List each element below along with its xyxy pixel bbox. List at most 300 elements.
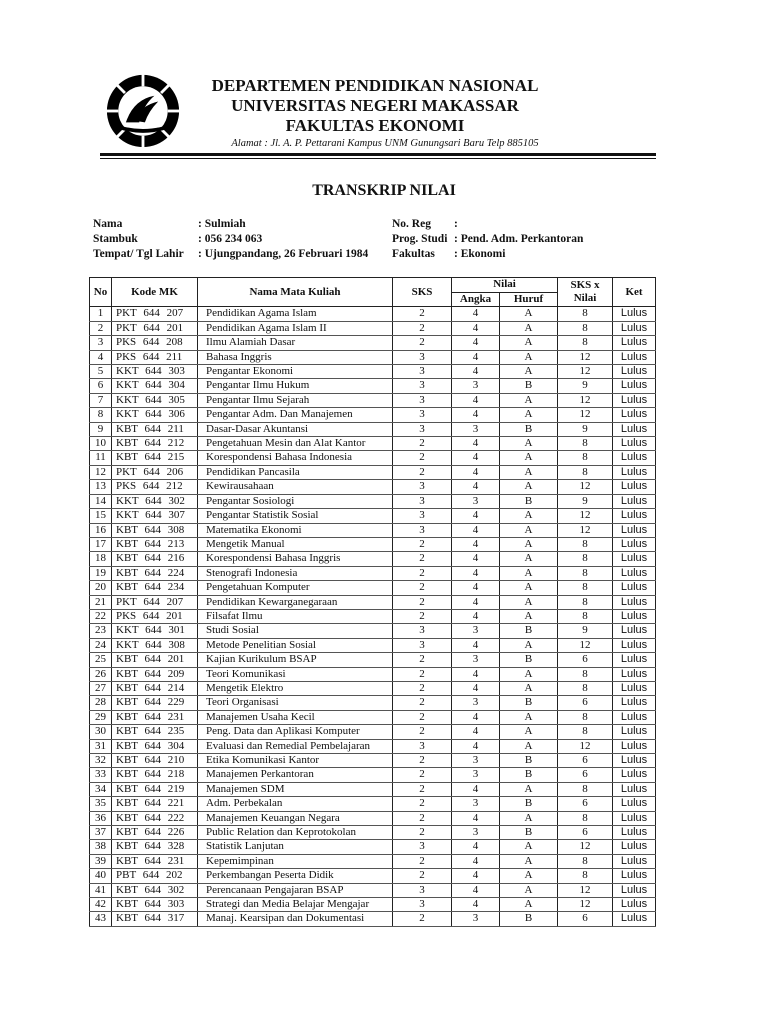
cell-nama: Etika Komunikasi Kantor	[198, 754, 393, 768]
table-row	[90, 811, 656, 825]
cell-no: 42	[90, 898, 112, 912]
cell-sks: 3	[393, 840, 452, 854]
cell-sksxnilai: 12	[558, 408, 613, 422]
cell-no: 7	[90, 393, 112, 407]
cell-no: 6	[90, 379, 112, 393]
cell-sksxnilai: 8	[558, 854, 613, 868]
cell-nama: Pengetahuan Mesin dan Alat Kantor	[198, 437, 393, 451]
cell-angka: 3	[452, 754, 500, 768]
cell-nama: Mengetik Manual	[198, 537, 393, 551]
cell-ket: Lulus	[613, 336, 656, 350]
cell-sksxnilai: 6	[558, 653, 613, 667]
transcript-body	[90, 307, 656, 926]
cell-sksxnilai: 8	[558, 667, 613, 681]
cell-sks: 2	[393, 552, 452, 566]
cell-angka: 4	[452, 465, 500, 479]
table-row	[90, 552, 656, 566]
cell-angka: 3	[452, 797, 500, 811]
cell-ket: Lulus	[613, 365, 656, 379]
cell-huruf: A	[500, 365, 558, 379]
info-label: Stambuk	[93, 233, 138, 245]
cell-kode: PKT 644 206	[112, 465, 198, 479]
cell-kode: KBT 644 302	[112, 883, 198, 897]
cell-sksxnilai: 6	[558, 797, 613, 811]
cell-sksxnilai: 12	[558, 883, 613, 897]
cell-huruf: A	[500, 638, 558, 652]
cell-sks: 3	[393, 494, 452, 508]
cell-sksxnilai: 9	[558, 494, 613, 508]
cell-angka: 4	[452, 566, 500, 580]
cell-angka: 4	[452, 523, 500, 537]
col-header-ket: Ket	[613, 278, 656, 307]
cell-kode: KBT 644 211	[112, 422, 198, 436]
cell-nama: Stenografi Indonesia	[198, 566, 393, 580]
cell-sks: 3	[393, 365, 452, 379]
cell-kode: KBT 644 234	[112, 581, 198, 595]
cell-sks: 2	[393, 797, 452, 811]
table-row	[90, 725, 656, 739]
cell-huruf: A	[500, 408, 558, 422]
cell-sks: 3	[393, 350, 452, 364]
cell-no: 8	[90, 408, 112, 422]
table-row	[90, 754, 656, 768]
cell-no: 4	[90, 350, 112, 364]
info-value: :	[454, 218, 458, 230]
cell-kode: KBT 644 304	[112, 739, 198, 753]
student-info-right	[392, 217, 583, 262]
cell-sksxnilai: 9	[558, 624, 613, 638]
cell-sksxnilai: 6	[558, 696, 613, 710]
cell-angka: 4	[452, 408, 500, 422]
table-row	[90, 912, 656, 926]
cell-no: 40	[90, 869, 112, 883]
cell-sks: 2	[393, 581, 452, 595]
cell-angka: 4	[452, 480, 500, 494]
cell-huruf: A	[500, 739, 558, 753]
cell-huruf: A	[500, 667, 558, 681]
cell-nama: Teori Komunikasi	[198, 667, 393, 681]
cell-nama: Pengantar Sosiologi	[198, 494, 393, 508]
cell-ket: Lulus	[613, 408, 656, 422]
cell-sks: 2	[393, 696, 452, 710]
cell-sks: 2	[393, 725, 452, 739]
cell-nama: Perkembangan Peserta Didik	[198, 869, 393, 883]
cell-sksxnilai: 8	[558, 465, 613, 479]
cell-kode: PKS 644 201	[112, 609, 198, 623]
cell-kode: KBT 644 221	[112, 797, 198, 811]
cell-no: 13	[90, 480, 112, 494]
cell-no: 22	[90, 609, 112, 623]
cell-no: 17	[90, 537, 112, 551]
cell-angka: 4	[452, 595, 500, 609]
header-text: Nilai	[573, 292, 597, 305]
cell-sksxnilai: 8	[558, 336, 613, 350]
col-header-kode: Kode MK	[112, 278, 198, 307]
cell-huruf: A	[500, 350, 558, 364]
cell-huruf: A	[500, 393, 558, 407]
cell-nama: Teori Organisasi	[198, 696, 393, 710]
cell-no: 34	[90, 782, 112, 796]
cell-no: 41	[90, 883, 112, 897]
cell-nama: Mengetik Elektro	[198, 681, 393, 695]
cell-kode: KBT 644 218	[112, 768, 198, 782]
cell-sks: 2	[393, 451, 452, 465]
cell-sksxnilai: 8	[558, 437, 613, 451]
cell-huruf: B	[500, 624, 558, 638]
cell-angka: 4	[452, 609, 500, 623]
cell-nama: Matematika Ekonomi	[198, 523, 393, 537]
cell-kode: PKT 644 201	[112, 321, 198, 335]
cell-ket: Lulus	[613, 595, 656, 609]
cell-sks: 2	[393, 595, 452, 609]
cell-sksxnilai: 8	[558, 552, 613, 566]
cell-huruf: A	[500, 609, 558, 623]
cell-ket: Lulus	[613, 782, 656, 796]
cell-angka: 4	[452, 782, 500, 796]
cell-angka: 4	[452, 710, 500, 724]
cell-no: 9	[90, 422, 112, 436]
cell-kode: KBT 644 201	[112, 653, 198, 667]
col-header-sksxnilai	[558, 278, 613, 307]
cell-ket: Lulus	[613, 537, 656, 551]
cell-nama: Public Relation dan Keprotokolan	[198, 826, 393, 840]
table-row	[90, 509, 656, 523]
cell-kode: KBT 644 224	[112, 566, 198, 580]
cell-kode: PKS 644 211	[112, 350, 198, 364]
info-value: : Pend. Adm. Perkantoran	[454, 233, 584, 245]
cell-huruf: A	[500, 537, 558, 551]
header-line-faculty: FAKULTAS EKONOMI	[285, 116, 465, 135]
cell-ket: Lulus	[613, 653, 656, 667]
cell-ket: Lulus	[613, 509, 656, 523]
cell-no: 21	[90, 595, 112, 609]
cell-no: 11	[90, 451, 112, 465]
col-header-huruf: Huruf	[500, 293, 558, 307]
cell-ket: Lulus	[613, 811, 656, 825]
cell-angka: 3	[452, 379, 500, 393]
cell-ket: Lulus	[613, 681, 656, 695]
cell-angka: 4	[452, 451, 500, 465]
cell-ket: Lulus	[613, 437, 656, 451]
header-text: SKS x	[570, 278, 600, 291]
table-row	[90, 840, 656, 854]
cell-no: 43	[90, 912, 112, 926]
cell-sksxnilai: 12	[558, 523, 613, 537]
cell-sksxnilai: 6	[558, 826, 613, 840]
cell-kode: KBT 644 209	[112, 667, 198, 681]
cell-huruf: A	[500, 509, 558, 523]
cell-kode: KBT 644 226	[112, 826, 198, 840]
cell-angka: 4	[452, 537, 500, 551]
cell-huruf: A	[500, 883, 558, 897]
cell-kode: KKT 644 304	[112, 379, 198, 393]
cell-sksxnilai: 12	[558, 480, 613, 494]
cell-sks: 2	[393, 782, 452, 796]
cell-huruf: B	[500, 422, 558, 436]
cell-sksxnilai: 8	[558, 595, 613, 609]
info-label: No. Reg	[392, 218, 431, 230]
cell-sks: 2	[393, 754, 452, 768]
cell-sks: 3	[393, 898, 452, 912]
table-row	[90, 321, 656, 335]
info-row-stambuk	[93, 232, 368, 247]
info-value: : 056 234 063	[198, 233, 263, 245]
table-row	[90, 710, 656, 724]
cell-no: 28	[90, 696, 112, 710]
cell-ket: Lulus	[613, 912, 656, 926]
cell-kode: KKT 644 305	[112, 393, 198, 407]
cell-kode: PBT 644 202	[112, 869, 198, 883]
cell-ket: Lulus	[613, 350, 656, 364]
cell-sks: 2	[393, 307, 452, 321]
cell-ket: Lulus	[613, 638, 656, 652]
cell-no: 5	[90, 365, 112, 379]
cell-ket: Lulus	[613, 480, 656, 494]
cell-sks: 2	[393, 321, 452, 335]
table-row	[90, 523, 656, 537]
cell-nama: Korespondensi Bahasa Indonesia	[198, 451, 393, 465]
cell-sksxnilai: 12	[558, 840, 613, 854]
cell-no: 26	[90, 667, 112, 681]
cell-ket: Lulus	[613, 393, 656, 407]
cell-ket: Lulus	[613, 768, 656, 782]
cell-sksxnilai: 8	[558, 710, 613, 724]
cell-nama: Pendidikan Agama Islam	[198, 307, 393, 321]
table-row	[90, 422, 656, 436]
cell-angka: 4	[452, 869, 500, 883]
cell-ket: Lulus	[613, 581, 656, 595]
cell-ket: Lulus	[613, 898, 656, 912]
table-row	[90, 739, 656, 753]
header-divider	[100, 153, 656, 156]
table-row	[90, 480, 656, 494]
cell-ket: Lulus	[613, 725, 656, 739]
cell-huruf: B	[500, 754, 558, 768]
cell-kode: KKT 644 306	[112, 408, 198, 422]
cell-kode: KBT 644 231	[112, 710, 198, 724]
cell-sksxnilai: 8	[558, 566, 613, 580]
cell-nama: Pengetahuan Komputer	[198, 581, 393, 595]
cell-no: 10	[90, 437, 112, 451]
col-header-sks: SKS	[393, 278, 452, 307]
cell-sksxnilai: 8	[558, 782, 613, 796]
table-row	[90, 782, 656, 796]
cell-huruf: A	[500, 710, 558, 724]
header-address: Alamat : Jl. A. P. Pettarani Kampus UNM Gunungsari Baru Telp 885105	[231, 138, 539, 149]
cell-sks: 3	[393, 408, 452, 422]
cell-angka: 4	[452, 393, 500, 407]
table-row	[90, 451, 656, 465]
cell-sks: 3	[393, 739, 452, 753]
table-row	[90, 869, 656, 883]
cell-sksxnilai: 8	[558, 681, 613, 695]
cell-angka: 4	[452, 638, 500, 652]
table-row	[90, 653, 656, 667]
cell-sks: 2	[393, 869, 452, 883]
cell-no: 38	[90, 840, 112, 854]
cell-kode: KBT 644 213	[112, 537, 198, 551]
cell-nama: Statistik Lanjutan	[198, 840, 393, 854]
cell-no: 1	[90, 307, 112, 321]
cell-ket: Lulus	[613, 552, 656, 566]
table-row	[90, 537, 656, 551]
info-label: Prog. Studi	[392, 233, 448, 245]
info-row-ttl	[93, 247, 368, 262]
cell-sksxnilai: 6	[558, 912, 613, 926]
cell-nama: Pengantar Ekonomi	[198, 365, 393, 379]
header-line-university: UNIVERSITAS NEGERI MAKASSAR	[231, 96, 519, 115]
cell-huruf: A	[500, 321, 558, 335]
col-header-nama: Nama Mata Kuliah	[198, 278, 393, 307]
table-row	[90, 667, 656, 681]
cell-sks: 2	[393, 609, 452, 623]
cell-no: 2	[90, 321, 112, 335]
cell-sks: 3	[393, 638, 452, 652]
cell-angka: 4	[452, 667, 500, 681]
cell-sksxnilai: 12	[558, 898, 613, 912]
cell-nama: Strategi dan Media Belajar Mengajar	[198, 898, 393, 912]
cell-no: 15	[90, 509, 112, 523]
cell-angka: 4	[452, 321, 500, 335]
cell-huruf: A	[500, 480, 558, 494]
cell-ket: Lulus	[613, 754, 656, 768]
table-row	[90, 595, 656, 609]
cell-ket: Lulus	[613, 379, 656, 393]
cell-no: 23	[90, 624, 112, 638]
cell-kode: PKT 644 207	[112, 307, 198, 321]
info-value: : Ekonomi	[454, 248, 506, 260]
cell-huruf: A	[500, 725, 558, 739]
cell-nama: Adm. Perbekalan	[198, 797, 393, 811]
cell-huruf: A	[500, 869, 558, 883]
cell-nama: Manajemen Perkantoran	[198, 768, 393, 782]
cell-huruf: A	[500, 465, 558, 479]
table-row	[90, 638, 656, 652]
cell-sks: 2	[393, 667, 452, 681]
table-row	[90, 408, 656, 422]
cell-angka: 4	[452, 552, 500, 566]
col-header-no: No	[90, 278, 112, 307]
cell-no: 18	[90, 552, 112, 566]
cell-angka: 4	[452, 811, 500, 825]
cell-kode: KBT 644 210	[112, 754, 198, 768]
cell-nama: Manajemen Keuangan Negara	[198, 811, 393, 825]
page-title: TRANSKRIP NILAI	[312, 182, 456, 199]
cell-sks: 3	[393, 422, 452, 436]
cell-ket: Lulus	[613, 624, 656, 638]
cell-kode: KBT 644 214	[112, 681, 198, 695]
cell-ket: Lulus	[613, 494, 656, 508]
cell-nama: Pengantar Ilmu Hukum	[198, 379, 393, 393]
cell-huruf: B	[500, 653, 558, 667]
cell-kode: KBT 644 235	[112, 725, 198, 739]
cell-no: 39	[90, 854, 112, 868]
cell-huruf: A	[500, 595, 558, 609]
cell-kode: KKT 644 302	[112, 494, 198, 508]
cell-sksxnilai: 12	[558, 393, 613, 407]
cell-ket: Lulus	[613, 696, 656, 710]
cell-nama: Peng. Data dan Aplikasi Komputer	[198, 725, 393, 739]
cell-sksxnilai: 6	[558, 754, 613, 768]
cell-kode: KBT 644 308	[112, 523, 198, 537]
table-row	[90, 624, 656, 638]
cell-angka: 4	[452, 898, 500, 912]
cell-ket: Lulus	[613, 710, 656, 724]
col-header-angka: Angka	[452, 293, 500, 307]
cell-huruf: B	[500, 826, 558, 840]
cell-sks: 2	[393, 854, 452, 868]
cell-huruf: B	[500, 912, 558, 926]
cell-no: 30	[90, 725, 112, 739]
cell-no: 33	[90, 768, 112, 782]
cell-no: 32	[90, 754, 112, 768]
cell-sks: 2	[393, 537, 452, 551]
table-row	[90, 494, 656, 508]
cell-sks: 2	[393, 681, 452, 695]
cell-sks: 3	[393, 379, 452, 393]
cell-ket: Lulus	[613, 566, 656, 580]
cell-nama: Manaj. Kearsipan dan Dokumentasi	[198, 912, 393, 926]
table-row	[90, 307, 656, 321]
cell-sksxnilai: 9	[558, 422, 613, 436]
cell-sks: 3	[393, 393, 452, 407]
cell-ket: Lulus	[613, 869, 656, 883]
cell-sks: 2	[393, 710, 452, 724]
cell-sksxnilai: 12	[558, 365, 613, 379]
cell-angka: 4	[452, 854, 500, 868]
cell-sks: 3	[393, 883, 452, 897]
cell-angka: 4	[452, 509, 500, 523]
cell-kode: PKS 644 212	[112, 480, 198, 494]
cell-no: 14	[90, 494, 112, 508]
cell-huruf: A	[500, 523, 558, 537]
cell-no: 29	[90, 710, 112, 724]
cell-nama: Manajemen Usaha Kecil	[198, 710, 393, 724]
cell-kode: KBT 644 215	[112, 451, 198, 465]
cell-kode: KKT 644 308	[112, 638, 198, 652]
cell-ket: Lulus	[613, 854, 656, 868]
cell-kode: PKS 644 208	[112, 336, 198, 350]
info-row-nama	[93, 217, 368, 232]
cell-ket: Lulus	[613, 840, 656, 854]
cell-ket: Lulus	[613, 465, 656, 479]
cell-kode: KBT 644 229	[112, 696, 198, 710]
cell-nama: Filsafat Ilmu	[198, 609, 393, 623]
table-row	[90, 465, 656, 479]
info-row-noreg	[392, 217, 583, 232]
info-label: Tempat/ Tgl Lahir	[93, 248, 184, 260]
cell-huruf: A	[500, 336, 558, 350]
cell-angka: 4	[452, 350, 500, 364]
cell-huruf: A	[500, 581, 558, 595]
cell-sksxnilai: 8	[558, 581, 613, 595]
cell-huruf: A	[500, 811, 558, 825]
info-row-fakultas	[392, 247, 583, 262]
cell-nama: Kajian Kurikulum BSAP	[198, 653, 393, 667]
cell-nama: Ilmu Alamiah Dasar	[198, 336, 393, 350]
cell-ket: Lulus	[613, 321, 656, 335]
cell-sks: 3	[393, 624, 452, 638]
cell-sks: 2	[393, 826, 452, 840]
cell-nama: Bahasa Inggris	[198, 350, 393, 364]
cell-sks: 2	[393, 336, 452, 350]
cell-sksxnilai: 12	[558, 739, 613, 753]
cell-no: 16	[90, 523, 112, 537]
cell-angka: 4	[452, 437, 500, 451]
cell-sks: 2	[393, 912, 452, 926]
cell-huruf: B	[500, 494, 558, 508]
cell-angka: 4	[452, 365, 500, 379]
